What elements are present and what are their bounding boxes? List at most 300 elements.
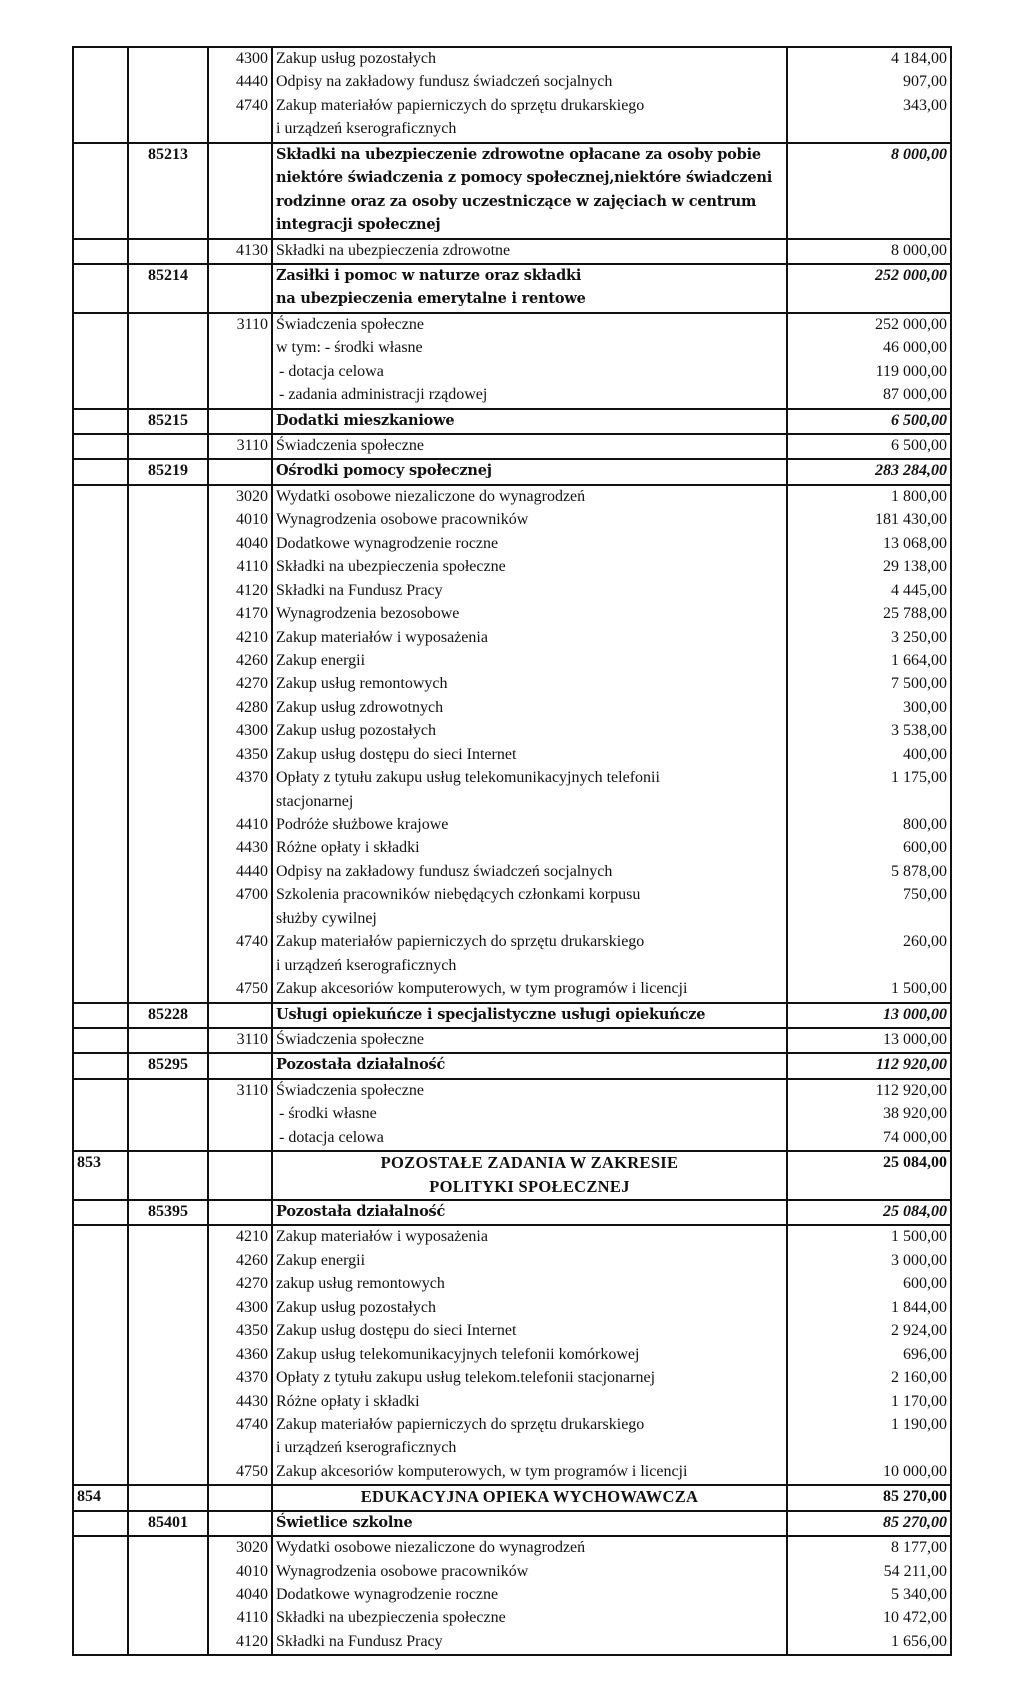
table-row [73,1367,951,1390]
amount-cell: 85 270,00 [787,1511,951,1536]
paragraf-cell: 4410 [208,814,272,837]
budget-table-body [73,47,951,1655]
rozdzial-cell: 85295 [128,1053,208,1078]
amount-cell: 1 170,00 [787,1391,951,1414]
paragraf-cell: 4360 [208,1344,272,1367]
item-name-cell: Zakup usług pozostałych [272,720,787,743]
item-name-cell: Dodatkowe wynagrodzenie roczne [272,1584,787,1607]
dzial-cell [73,485,128,509]
item-name-cell: i urządzeń kserograficznych [272,118,787,142]
item-name-cell: Opłaty z tytułu zakupu usług telekom.telefonii stacjonarnej [272,1367,787,1390]
dzial-cell [73,1414,128,1437]
item-name-cell: Świetlice szkolne [272,1511,787,1536]
amount-cell [787,167,951,190]
rozdzial-cell [128,288,208,312]
paragraf-cell: 3020 [208,1536,272,1560]
paragraf-cell: 4040 [208,1584,272,1607]
paragraf-cell [208,1176,272,1200]
paragraf-cell: 4440 [208,861,272,884]
rozdzial-cell [128,1437,208,1460]
amount-cell: 1 844,00 [787,1297,951,1320]
table-row [73,434,951,459]
amount-cell: 1 656,00 [787,1631,951,1655]
amount-cell: 283 284,00 [787,459,951,484]
rozdzial-cell [128,744,208,767]
amount-cell: 300,00 [787,697,951,720]
rozdzial-cell [128,95,208,118]
amount-cell [787,214,951,238]
table-row [73,1103,951,1126]
rozdzial-cell [128,1273,208,1296]
paragraf-cell [208,1053,272,1078]
paragraf-cell: 4740 [208,95,272,118]
dzial-cell [73,1607,128,1630]
item-name-cell: Zakup akcesoriów komputerowych, w tym programów i licencji [272,1461,787,1485]
dzial-cell [73,533,128,556]
dzial-cell [73,1273,128,1296]
rozdzial-cell [128,978,208,1002]
dzial-cell [73,861,128,884]
item-name-cell: rodzinne oraz za osoby uczestniczące w zajęciach w centrum [272,191,787,214]
paragraf-cell: 4440 [208,71,272,94]
amount-cell: 13 000,00 [787,1003,951,1028]
paragraf-cell: 4260 [208,650,272,673]
paragraf-cell [208,167,272,190]
paragraf-cell: 4110 [208,1607,272,1630]
item-name-cell: niektóre świadczenia z pomocy społecznej,niektóre świadczeni [272,167,787,190]
dzial-cell [73,1079,128,1103]
paragraf-cell: 4370 [208,1367,272,1390]
item-name-cell: Zakup usług zdrowotnych [272,697,787,720]
item-name-cell: Świadczenia społeczne [272,313,787,337]
dzial-cell [73,459,128,484]
rozdzial-cell [128,627,208,650]
dzial-cell [73,697,128,720]
dzial-cell [73,1511,128,1536]
amount-cell [787,955,951,978]
rozdzial-cell [128,1461,208,1485]
dzial-cell [73,1344,128,1367]
rozdzial-cell [128,434,208,459]
rozdzial-cell: 85215 [128,409,208,434]
paragraf-cell [208,1200,272,1225]
amount-cell [787,1176,951,1200]
item-name-cell: Wynagrodzenia bezosobowe [272,603,787,626]
paragraf-cell: 3110 [208,434,272,459]
dzial-cell [73,978,128,1002]
paragraf-cell: 4750 [208,1461,272,1485]
paragraf-cell [208,118,272,142]
rozdzial-cell [128,1079,208,1103]
rozdzial-cell [128,71,208,94]
amount-cell: 181 430,00 [787,509,951,532]
table-row [73,167,951,190]
rozdzial-cell [128,580,208,603]
budget-expenditure-table [72,46,952,1656]
item-name-cell: i urządzeń kserograficznych [272,1437,787,1460]
table-row [73,767,951,790]
paragraf-cell [208,361,272,384]
rozdzial-cell [128,767,208,790]
dzial-cell [73,603,128,626]
rozdzial-cell [128,1367,208,1390]
amount-cell: 25 788,00 [787,603,951,626]
dzial-cell [73,1561,128,1584]
table-row [73,143,951,167]
rozdzial-cell [128,1584,208,1607]
amount-cell: 29 138,00 [787,556,951,579]
dzial-cell [73,509,128,532]
amount-cell [787,791,951,814]
table-row [73,1414,951,1437]
table-row [73,384,951,408]
rozdzial-cell [128,1103,208,1126]
rozdzial-cell [128,861,208,884]
table-row [73,214,951,238]
rozdzial-cell [128,1344,208,1367]
amount-cell [787,191,951,214]
item-name-cell: Zakup usług dostępu do sieci Internet [272,1320,787,1343]
dzial-cell [73,409,128,434]
item-name-cell: Zakup usług pozostałych [272,47,787,71]
dzial-cell [73,744,128,767]
dzial-cell [73,1536,128,1560]
table-row [73,861,951,884]
rozdzial-cell [128,1485,208,1510]
table-row [73,884,951,907]
table-row [73,908,951,931]
paragraf-cell: 4300 [208,1297,272,1320]
rozdzial-cell [128,533,208,556]
item-name-cell: Pozostała działalność [272,1200,787,1225]
dzial-cell [73,650,128,673]
dzial-cell [73,1320,128,1343]
rozdzial-cell [128,1561,208,1584]
dzial-cell [73,191,128,214]
amount-cell: 3 250,00 [787,627,951,650]
table-row [73,1536,951,1560]
dzial-cell [73,580,128,603]
item-name-cell: Świadczenia społeczne [272,1079,787,1103]
item-name-cell: Składki na ubezpieczenia społeczne [272,1607,787,1630]
item-name-cell: Składki na Fundusz Pracy [272,1631,787,1655]
dzial-cell [73,837,128,860]
amount-cell: 6 500,00 [787,434,951,459]
table-row [73,1461,951,1485]
table-row [73,1607,951,1630]
table-row [73,1584,951,1607]
rozdzial-cell: 85401 [128,1511,208,1536]
rozdzial-cell [128,239,208,264]
item-name-cell: Zakup usług pozostałych [272,1297,787,1320]
amount-cell: 2 924,00 [787,1320,951,1343]
dzial-cell [73,1127,128,1151]
rozdzial-cell [128,673,208,696]
table-row [73,459,951,484]
item-name-cell: Odpisy na zakładowy fundusz świadczeń socjalnych [272,71,787,94]
amount-cell: 400,00 [787,744,951,767]
paragraf-cell [208,791,272,814]
paragraf-cell [208,1103,272,1126]
item-name-cell: na ubezpieczenia emerytalne i rentowe [272,288,787,312]
amount-cell: 13 068,00 [787,533,951,556]
item-name-cell: Zakup materiałów i wyposażenia [272,627,787,650]
item-name-cell: Zakup energii [272,1250,787,1273]
paragraf-cell: 4750 [208,978,272,1002]
paragraf-cell: 4120 [208,1631,272,1655]
dzial-cell [73,1297,128,1320]
table-row [73,337,951,360]
table-row [73,1151,951,1175]
table-row [73,580,951,603]
amount-cell: 8 000,00 [787,143,951,167]
item-name-cell: Zakup materiałów papierniczych do sprzętu drukarskiego [272,95,787,118]
table-row [73,1200,951,1225]
paragraf-cell: 4370 [208,767,272,790]
rozdzial-cell [128,509,208,532]
dzial-cell [73,1250,128,1273]
table-row [73,650,951,673]
amount-cell: 4 184,00 [787,47,951,71]
paragraf-cell: 4010 [208,1561,272,1584]
rozdzial-cell [128,361,208,384]
amount-cell: 38 920,00 [787,1103,951,1126]
table-row [73,118,951,142]
rozdzial-cell [128,1631,208,1655]
item-name-cell: Składki na ubezpieczenia społeczne [272,556,787,579]
item-name-cell: Opłaty z tytułu zakupu usług telekomunikacyjnych telefonii [272,767,787,790]
rozdzial-cell [128,313,208,337]
dzial-cell [73,71,128,94]
paragraf-cell [208,1127,272,1151]
paragraf-cell: 4280 [208,697,272,720]
paragraf-cell [208,1485,272,1510]
dzial-cell [73,239,128,264]
amount-cell: 800,00 [787,814,951,837]
paragraf-cell: 4350 [208,744,272,767]
amount-cell: 260,00 [787,931,951,954]
paragraf-cell: 4210 [208,627,272,650]
dzial-cell: 853 [73,1151,128,1175]
rozdzial-cell [128,1176,208,1200]
paragraf-cell: 4270 [208,1273,272,1296]
amount-cell: 112 920,00 [787,1079,951,1103]
dzial-cell [73,95,128,118]
item-name-cell: Wynagrodzenia osobowe pracowników [272,1561,787,1584]
table-row [73,1225,951,1249]
amount-cell: 1 664,00 [787,650,951,673]
paragraf-cell: 4130 [208,239,272,264]
amount-cell: 25 084,00 [787,1151,951,1175]
amount-cell: 119 000,00 [787,361,951,384]
amount-cell: 25 084,00 [787,1200,951,1225]
item-name-cell: Zakup materiałów i wyposażenia [272,1225,787,1249]
rozdzial-cell: 85395 [128,1200,208,1225]
item-name-cell: - dotacja celowa [272,1127,787,1151]
table-row [73,533,951,556]
dzial-cell [73,1461,128,1485]
table-row [73,955,951,978]
table-row [73,1320,951,1343]
table-row [73,1079,951,1103]
paragraf-cell [208,337,272,360]
table-row [73,978,951,1002]
paragraf-cell: 4350 [208,1320,272,1343]
item-name-cell: Składki na ubezpieczenia zdrowotne [272,239,787,264]
amount-cell: 87 000,00 [787,384,951,408]
item-name-cell: Zakup usług dostępu do sieci Internet [272,744,787,767]
rozdzial-cell [128,603,208,626]
amount-cell: 10 000,00 [787,1461,951,1485]
paragraf-cell: 4120 [208,580,272,603]
item-name-cell: Różne opłaty i składki [272,1391,787,1414]
item-name-cell: Świadczenia społeczne [272,434,787,459]
table-row [73,288,951,312]
amount-cell: 5 340,00 [787,1584,951,1607]
item-name-cell: Różne opłaty i składki [272,837,787,860]
paragraf-cell: 4040 [208,533,272,556]
rozdzial-cell: 85213 [128,143,208,167]
amount-cell: 1 190,00 [787,1414,951,1437]
dzial-cell [73,908,128,931]
paragraf-cell [208,191,272,214]
dzial-cell [73,288,128,312]
item-name-cell: Wynagrodzenia osobowe pracowników [272,509,787,532]
rozdzial-cell [128,884,208,907]
paragraf-cell [208,459,272,484]
dzial-cell [73,1584,128,1607]
item-name-cell: Dodatki mieszkaniowe [272,409,787,434]
rozdzial-cell: 85228 [128,1003,208,1028]
rozdzial-cell [128,720,208,743]
paragraf-cell [208,384,272,408]
item-name-cell: stacjonarnej [272,791,787,814]
amount-cell: 1 175,00 [787,767,951,790]
item-name-cell: - dotacja celowa [272,361,787,384]
item-name-cell: zakup usług remontowych [272,1273,787,1296]
item-name-cell: POLITYKI SPOŁECZNEJ [272,1176,787,1200]
rozdzial-cell [128,1320,208,1343]
rozdzial-cell [128,337,208,360]
table-row [73,1053,951,1078]
rozdzial-cell [128,118,208,142]
amount-cell: 7 500,00 [787,673,951,696]
paragraf-cell [208,1437,272,1460]
paragraf-cell: 4010 [208,509,272,532]
dzial-cell [73,143,128,167]
dzial-cell [73,791,128,814]
item-name-cell: Zakup usług remontowych [272,673,787,696]
rozdzial-cell [128,556,208,579]
paragraf-cell [208,1003,272,1028]
item-name-cell: w tym: - środki własne [272,337,787,360]
dzial-cell [73,1003,128,1028]
paragraf-cell: 4210 [208,1225,272,1249]
rozdzial-cell [128,650,208,673]
table-row [73,1176,951,1200]
table-row [73,556,951,579]
table-row [73,485,951,509]
rozdzial-cell [128,1297,208,1320]
paragraf-cell: 3110 [208,1079,272,1103]
dzial-cell [73,264,128,288]
item-name-cell: integracji społecznej [272,214,787,238]
rozdzial-cell [128,167,208,190]
paragraf-cell: 4740 [208,931,272,954]
table-row [73,673,951,696]
rozdzial-cell [128,931,208,954]
rozdzial-cell [128,1127,208,1151]
dzial-cell [73,1225,128,1249]
item-name-cell: Wydatki osobowe niezaliczone do wynagrodzeń [272,485,787,509]
item-name-cell: i urządzeń kserograficznych [272,955,787,978]
item-name-cell: Pozostała działalność [272,1053,787,1078]
table-row [73,47,951,71]
dzial-cell [73,1367,128,1390]
table-row [73,71,951,94]
rozdzial-cell [128,837,208,860]
item-name-cell: POZOSTAŁE ZADANIA W ZAKRESIE [272,1151,787,1175]
paragraf-cell [208,143,272,167]
table-row [73,361,951,384]
item-name-cell: - zadania administracji rządowej [272,384,787,408]
paragraf-cell [208,288,272,312]
table-row [73,1028,951,1053]
amount-cell: 8 177,00 [787,1536,951,1560]
dzial-cell [73,673,128,696]
rozdzial-cell [128,1028,208,1053]
amount-cell: 8 000,00 [787,239,951,264]
item-name-cell: Podróże służbowe krajowe [272,814,787,837]
dzial-cell [73,767,128,790]
amount-cell: 74 000,00 [787,1127,951,1151]
amount-cell [787,118,951,142]
dzial-cell [73,931,128,954]
dzial-cell [73,1103,128,1126]
rozdzial-cell [128,1250,208,1273]
amount-cell: 750,00 [787,884,951,907]
table-row [73,1297,951,1320]
paragraf-cell: 4430 [208,837,272,860]
table-row [73,744,951,767]
rozdzial-cell [128,1225,208,1249]
dzial-cell [73,1631,128,1655]
table-row [73,509,951,532]
paragraf-cell: 3110 [208,313,272,337]
rozdzial-cell: 85214 [128,264,208,288]
table-row [73,837,951,860]
paragraf-cell [208,908,272,931]
paragraf-cell: 4430 [208,1391,272,1414]
amount-cell [787,288,951,312]
rozdzial-cell [128,47,208,71]
dzial-cell [73,1053,128,1078]
amount-cell: 2 160,00 [787,1367,951,1390]
rozdzial-cell [128,1536,208,1560]
paragraf-cell [208,264,272,288]
rozdzial-cell [128,697,208,720]
item-name-cell: Zakup energii [272,650,787,673]
rozdzial-cell [128,1414,208,1437]
table-row [73,627,951,650]
item-name-cell: Dodatkowe wynagrodzenie roczne [272,533,787,556]
paragraf-cell: 3020 [208,485,272,509]
amount-cell: 5 878,00 [787,861,951,884]
dzial-cell [73,214,128,238]
rozdzial-cell [128,1151,208,1175]
table-row [73,191,951,214]
table-row [73,814,951,837]
